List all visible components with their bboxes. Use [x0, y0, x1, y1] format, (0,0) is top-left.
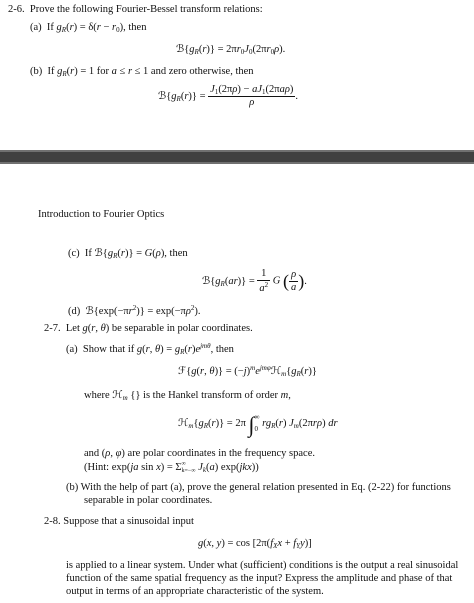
- part-a-condition: (a) If $g_R(r) = \delta(r - r_0)$, then: [30, 22, 147, 34]
- polar-note: and (ρ, φ) are polar coordinates in the frequency space.: [84, 448, 315, 459]
- part-b-result: $ℬ\{g_R(r)\}$ = $\frac{J_1(2\pi\rho) - aJ_1(2\pi a\rho)}{\rho}$ .: [158, 84, 298, 109]
- problem-2-6-title: 2-6. Prove the following Fourier-Bessel transform relations:: [8, 4, 263, 15]
- p27-part-a-equation: ℱ{g(r, $\theta)\} = (-j)^me^{jm\varphi}ℋ_m\{g_R(r)\}$: [178, 364, 317, 378]
- hankel-where: where ℋ$_m$ {} is the Hankel transform of order m,: [84, 390, 291, 402]
- scan-divider-bar: [0, 150, 474, 164]
- hint: (Hint: exp(ja sin x) = Σ ∞ k=−∞ $J_k(a)$ exp(jkx)): [84, 461, 259, 474]
- running-header: Introduction to Fourier Optics: [38, 209, 165, 220]
- lower-page-fragment: [0, 164, 474, 603]
- part-d: (d) $ℬ\{\exp(-\pi r^2)\} = \exp(-\pi\rho^2)$.: [68, 304, 201, 317]
- part-c-result: $ℬ\{g_R(ar)\}$ = $\frac{1}{a^2}$ G ( $\frac{\rho}{a}$ ).: [202, 268, 307, 295]
- part-a-result: $ℬ\{g_R(r)\} = 2\pi r_0J_0(2\pi r_0\rho)$.: [176, 44, 286, 56]
- p28-line2: function of the same spatial frequency as the input? Express the amplitude and phase of that: [66, 573, 453, 584]
- hankel-definition: $ℋ_m\{g_R(r)\} = 2\pi$ ∫ ∞ 0 $rg_R(r)$ $J_m(2\pi r\rho)$ dr: [178, 412, 338, 437]
- problem-2-8-title: 2-8. Suppose that a sinusoidal input: [44, 516, 194, 527]
- p27-part-b-line2: separable in polar coordinates.: [84, 495, 213, 506]
- integral-sign: ∫: [248, 412, 255, 437]
- problem-2-7-title: 2-7. Let g(r, θ) be separable in polar coordinates.: [44, 323, 253, 334]
- part-b-fraction: $\frac{J_1(2\pi\rho) - aJ_1(2\pi a\rho)}{\rho}$: [210, 84, 294, 109]
- p27-part-a: (a) Show that if g(r, $\theta) = g_R(r)e^{jm\theta}$, then: [66, 342, 234, 356]
- part-c-condition: (c) If $ℬ\{g_R(r)\} = G(\rho)$, then: [68, 248, 188, 260]
- part-b-condition: (b) If $g_R(r) = 1$ for a ≤ r ≤ 1 and zero otherwise, then: [30, 66, 254, 78]
- p27-part-b-line1: (b) With the help of part (a), prove the general relation presented in Eq. (2-22) for functions: [66, 482, 451, 493]
- p28-equation: g(x, $y) = \cos [2\pi(f_Xx + f_Yy)]$: [198, 538, 312, 550]
- upper-page-fragment: [0, 0, 474, 150]
- p28-line1: is applied to a linear system. Under what (sufficient) conditions is the output a real sinusoidal: [66, 560, 459, 571]
- p28-line3: output in terms of an appropriate characteristic of the system.: [66, 586, 324, 597]
